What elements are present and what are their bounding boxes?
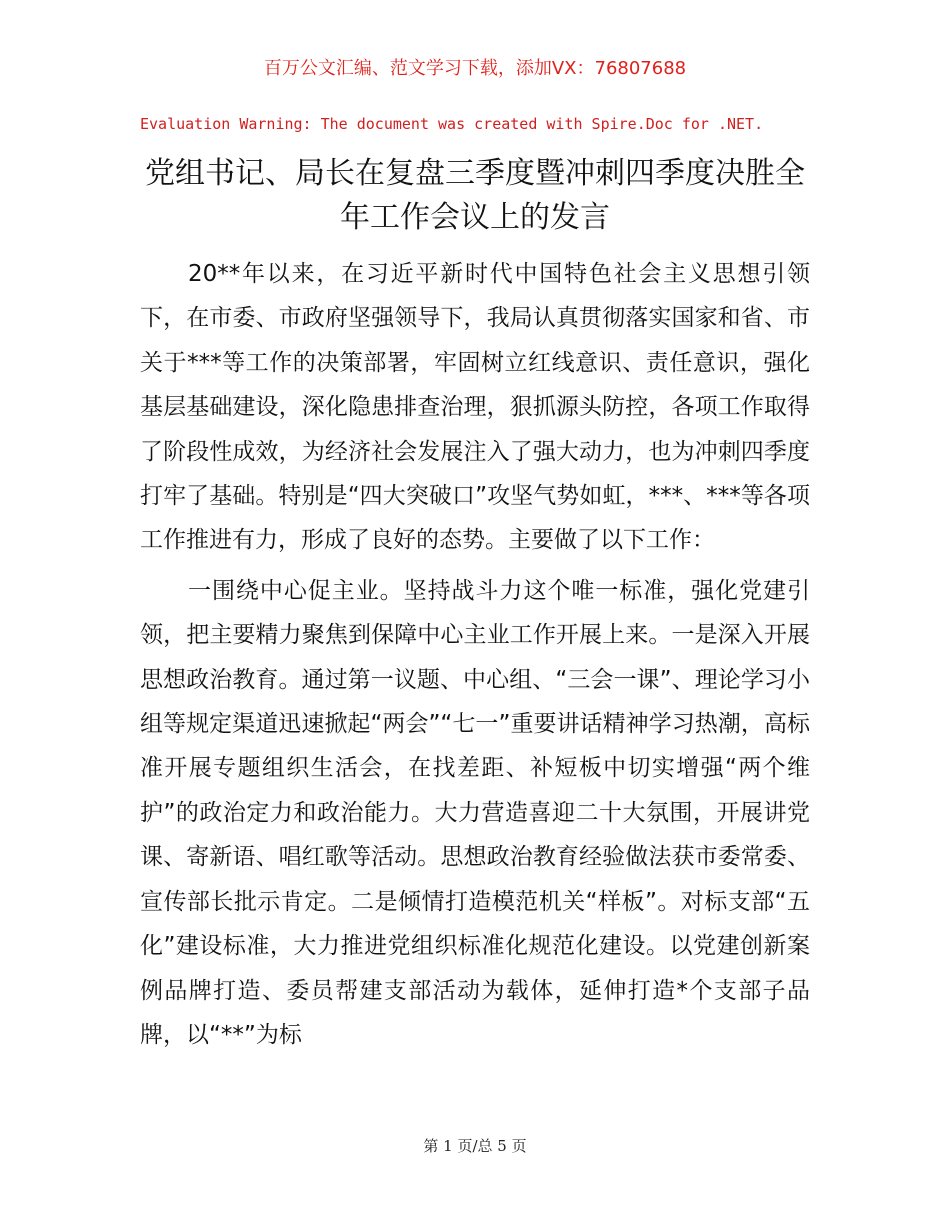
paragraph-section-one: 一围绕中心促主业。坚持战斗力这个唯一标准，强化党建引领，把主要精力聚焦到保障中心主业工作开展上来。一是深入开展思想政治教育。通过第一议题、中心组、“三会一课”、理论学习小组等规定渠道迅速掀起“两会”“七一”重要讲话精神学习热潮，高标准开展专题组织生活会，在找差距、补短板中切实增强“两个维护”的政治定力和政治能力。大力营造喜迎二十大氛围，开展讲党课、寄新语、唱红歌等活动。思想政治教育经验做法获市委常委、宣传部长批示肯定。二是倾情打造模范机关“样板”。对标支部“五化”建设标准，大力推进党组织标准化规范化建设。以党建创新案例品牌打造、委员帮建支部活动为载体，延伸打造*个支部子品牌，以“**”为标: [140, 577, 810, 1048]
header-banner: 百万公文汇编、范文学习下载，添加VX：76807688: [263, 58, 687, 79]
evaluation-warning: Evaluation Warning: The document was created with Spire.Doc for .NET.: [140, 115, 764, 133]
document-title: 党组书记、局长在复盘三季度暨冲刺四季度决胜全年工作会议上的发言: [145, 156, 805, 235]
document-body: [140, 252, 810, 1063]
page-number: 第 1 页/总 5 页: [423, 1137, 527, 1155]
paragraph-intro: 20**年以来，在习近平新时代中国特色社会主义思想引领下，在市委、市政府坚强领导下，我局认真贯彻落实国家和省、市关于***等工作的决策部署，牢固树立红线意识、责任意识，强化基层基础建设，深化隐患排查治理，狠抓源头防控，各项工作取得了阶段性成效，为经济社会发展注入了强大动力，也为冲刺四季度打牢了基础。特别是“四大突破口”攻坚气势如虹，***、***等各项工作推进有力，形成了良好的态势。主要做了以下工作：: [140, 261, 810, 554]
